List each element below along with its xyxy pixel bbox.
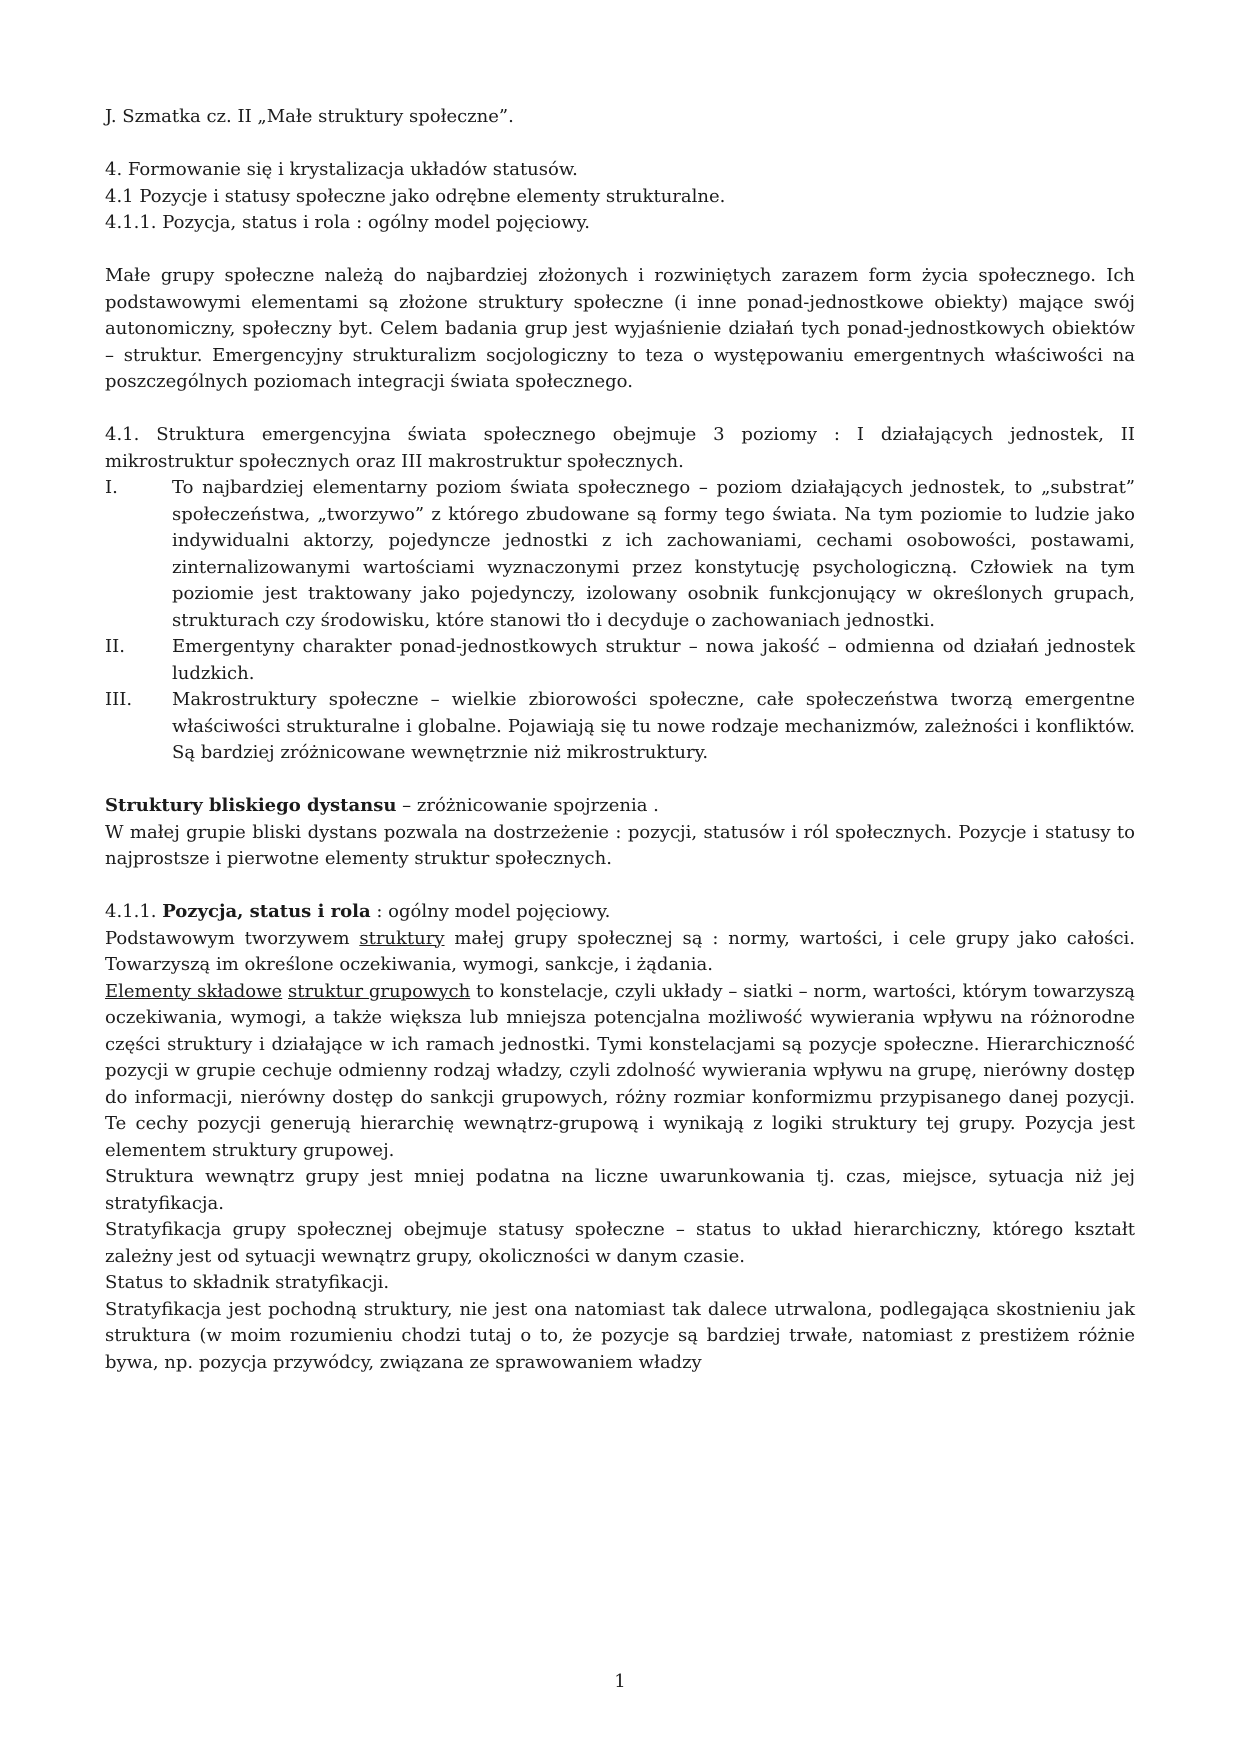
section-411-heading <box>105 899 1135 926</box>
outline-line-2: 4.1 Pozycje i statusy społeczne jako odrębne elementy strukturalne. <box>105 185 726 207</box>
list-item-level-1 <box>105 475 1135 634</box>
close-distance-heading <box>105 793 1135 820</box>
elements-after: to konstelacje, czyli układy – siatki – norm, wartości, którym towarzyszą oczekiwania, wymogi, a także większa lub mniejsza potencjalna możliwość wywierania wpływu na różnorodne części struktury i działające w ich ramach jednostki. Tymi konstelacjami są pozycje społeczne. Hierarchiczność pozycji w grupie cechuje odmienny rodzaj władzy, czyli zdolność wywierania wpływu na grupę, nierówny dostęp do informacji, nierówny dostęp do sankcji grupowych, różny rozmiar konformizmu przypisanego danej pozycji. Te cechy pozycji generują hierarchię wewnątrz-grupową i wynikają z logiki struktury tej grupy. Pozycja jest elementem struktury grupowej. <box>105 980 1136 1161</box>
building-material-paragraph <box>105 926 1135 979</box>
outline-line-3: 4.1.1. Pozycja, status i rola : ogólny model pojęciowy. <box>105 212 591 233</box>
elements-underlined-2: struktur grupowych <box>288 980 471 1002</box>
levels-intro-paragraph: 4.1. Struktura emergencyjna świata społecznego obejmuje 3 poziomy : I działających jednostek, II mikrostruktur społecznych oraz III makrostruktur społecznych. <box>105 424 1135 472</box>
outline-line-1: 4. Formowanie się i krystalizacja układów statusów. <box>105 159 578 180</box>
list-text-1: To najbardziej elementarny poziom świata społecznego – poziom działających jednostek, to „substrat” społeczeństwa, „tworzywo” z którego zbudowane są formy tego świata. Na tym poziomie to ludzie jako indywidualni aktorzy, pojedyncze jednostki z ich zachowaniami, cechami osobowości, postawami, zinternalizowanymi wartościami wyznaczonymi przez konstytucję psychologiczną. Człowiek na tym poziomie jest traktowany jako pojedynczy, izolowany osobnik funkcjonujący w określonych grupach, strukturach czy środowisku, które stanowi tło i decyduje o zachowaniach jednostki. <box>172 477 1135 631</box>
section-411-bold: Pozycja, status i rola <box>162 901 371 922</box>
close-distance-heading-rest: – zróżnicowanie spojrzenia . <box>396 795 659 816</box>
document-body <box>105 104 1135 1376</box>
levels-list <box>105 475 1135 767</box>
elements-underlined-1: Elementy składowe <box>105 980 283 1002</box>
building-material-underlined: struktury <box>359 927 445 949</box>
stratification-paragraph: Stratyfikacja grupy społecznej obejmuje statusy społeczne – status to układ hierarchiczny, którego kształt zależny jest od sytuacji wewnątrz grupy, okoliczności w danym czasie. <box>105 1219 1135 1267</box>
page-number: 1 <box>614 1671 626 1692</box>
final-paragraph: Stratyfikacja jest pochodną struktury, nie jest ona natomiast tak dalece utrwalona, podlegająca skostnieniu jak struktura (w moim rozumieniu chodzi tutaj o to, że pozycje są bardziej trwałe, natomiast z prestiżem różnie bywa, np. pozycja przywódcy, związana ze sprawowaniem władzy <box>105 1298 1135 1373</box>
close-distance-paragraph: W małej grupie bliski dystans pozwala na dostrzeżenie : pozycji, statusów i ról społecznych. Pozycje i statusy to najprostsze i pierwotne elementy struktur społecznych. <box>105 821 1135 869</box>
elements-paragraph <box>105 979 1135 1165</box>
close-distance-heading-bold: Struktury bliskiego dystansu <box>105 795 397 816</box>
building-material-before: Podstawowym tworzywem <box>105 927 360 949</box>
list-text-3: Makrostruktury społeczne – wielkie zbiorowości społeczne, całe społeczeństwa tworzą emergentne właściwości strukturalne i globalne. Pojawiają się tu nowe rodzaje mechanizmów, zależności i konfliktów. Są bardziej zróżnicowane wewnętrznie niż mikrostruktury. <box>172 689 1135 763</box>
list-marker-1: I. <box>105 477 118 498</box>
building-material-after: małej grupy społecznej są : normy, wartości, i cele grupy jako całości. Towarzyszą im określone oczekiwania, wymogi, sankcje, i żądania. <box>105 927 1136 975</box>
list-item-level-3 <box>105 687 1135 767</box>
status-line: Status to składnik stratyfikacji. <box>105 1272 390 1293</box>
structure-paragraph: Struktura wewnątrz grupy jest mniej podatna na liczne uwarunkowania tj. czas, miejsce, sytuacja niż jej stratyfikacja. <box>105 1166 1135 1214</box>
section-411-prefix: 4.1.1. <box>105 901 163 922</box>
list-item-level-2 <box>105 634 1135 687</box>
section-411-suffix: : ogólny model pojęciowy. <box>370 901 611 922</box>
list-marker-3: III. <box>105 689 133 710</box>
intro-paragraph: Małe grupy społeczne należą do najbardziej złożonych i rozwiniętych zarazem form życia społecznego. Ich podstawowymi elementami są złożone struktury społeczne (i inne ponad-jednostkowe obiekty) mające swój autonomiczny, społeczny byt. Celem badania grup jest wyjaśnienie działań tych ponad-jednostkowych obiektów – struktur. Emergencyjny strukturalizm socjologiczny to teza o występowaniu emergentnych właściwości na poszczególnych poziomach integracji świata społecznego. <box>105 265 1135 392</box>
document-title: J. Szmatka cz. II „Małe struktury społeczne”. <box>105 106 514 127</box>
list-marker-2: II. <box>105 636 125 657</box>
list-text-2: Emergentyny charakter ponad-jednostkowych struktur – nowa jakość – odmienna od działań jednostek ludzkich. <box>172 636 1135 684</box>
